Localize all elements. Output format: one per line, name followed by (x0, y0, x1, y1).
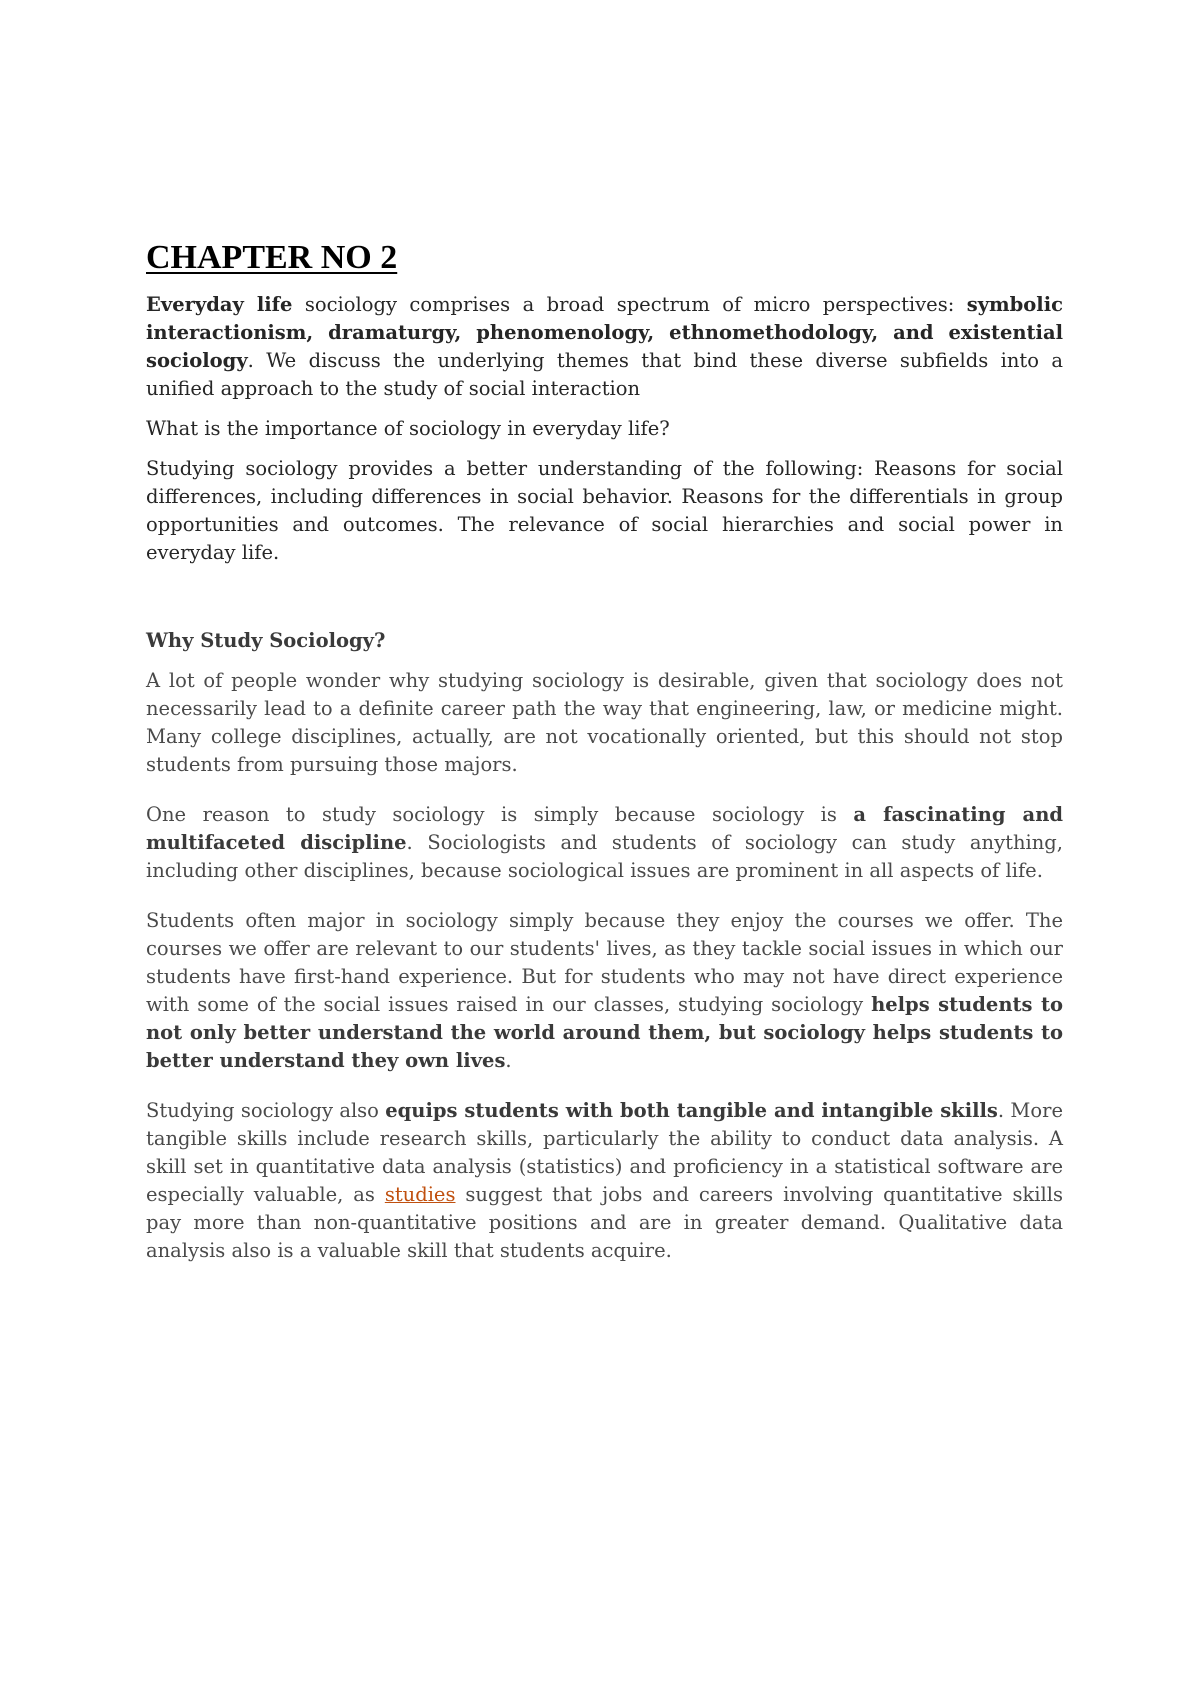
intro-bold-perspectives: symbolic interactionism, dramaturgy, phenomenology, ethnomethodology, and existential sociology (146, 293, 1063, 372)
intro-question: What is the importance of sociology in everyday life? (146, 417, 670, 440)
p4-text-1: Studying sociology also (146, 1099, 386, 1122)
p3-text-2: . (505, 1049, 512, 1072)
intro-paragraph (146, 291, 1063, 403)
p4-bold: equips students with both tangible and intangible skills (385, 1099, 998, 1122)
document-page (146, 238, 1063, 1277)
section-paragraph-2 (146, 801, 1063, 885)
studies-link[interactable]: studies (384, 1183, 456, 1206)
section-heading: Why Study Sociology? (146, 629, 386, 652)
intro-text-2: . We discuss the underlying themes that bind these diverse subfields into a unified approach to the study of social interaction (146, 349, 1063, 400)
p3-bold: helps students to not only better understand the world around them, but sociology helps students to better understand they own lives (146, 993, 1063, 1072)
intro-section (146, 291, 1063, 567)
p2-text-1: One reason to study sociology is simply because sociology is (146, 803, 854, 826)
intro-bold-lead: Everyday life (146, 293, 293, 316)
p4-text-2: . More tangible skills include research skills, particularly the ability to conduct data analysis. A skill set in quantitative data analysis (statistics) and proficiency in a statistical software are especially valuable, as (146, 1099, 1063, 1206)
intro-text-1: sociology comprises a broad spectrum of micro perspectives: (292, 293, 967, 316)
section-paragraph-1: A lot of people wonder why studying sociology is desirable, given that sociology does not necessarily lead to a definite career path the way that engineering, law, or medicine might. Many college disciplines, actually, are not vocationally oriented, but this should not stop students from pursuing those majors. (146, 669, 1063, 776)
section-paragraph-3 (146, 907, 1063, 1075)
p4-text-3: suggest that jobs and careers involving quantitative skills pay more than non-quantitative positions and are in greater demand. Qualitative data analysis also is a valuable skill that students acquire. (146, 1183, 1063, 1262)
chapter-title: CHAPTER NO 2 (146, 239, 398, 276)
p2-bold: a fascinating and multifaceted discipline (146, 803, 1064, 854)
section-paragraph-4 (146, 1097, 1063, 1265)
p2-text-2: . Sociologists and students of sociology can study anything, including other disciplines, because sociological issues are prominent in all aspects of life. (146, 831, 1063, 882)
intro-answer: Studying sociology provides a better understanding of the following: Reasons for social differences, including differences in social behavior. Reasons for the differentials in group opportunities and outcomes. The relevance of social hierarchies and social power in everyday life. (146, 457, 1063, 564)
p3-text-1: Students often major in sociology simply because they enjoy the courses we offer. The courses we offer are relevant to our students' lives, as they tackle social issues in which our students have first-hand experience. But for students who may not have direct experience with some of the social issues raised in our classes, studying sociology (146, 909, 1063, 1016)
